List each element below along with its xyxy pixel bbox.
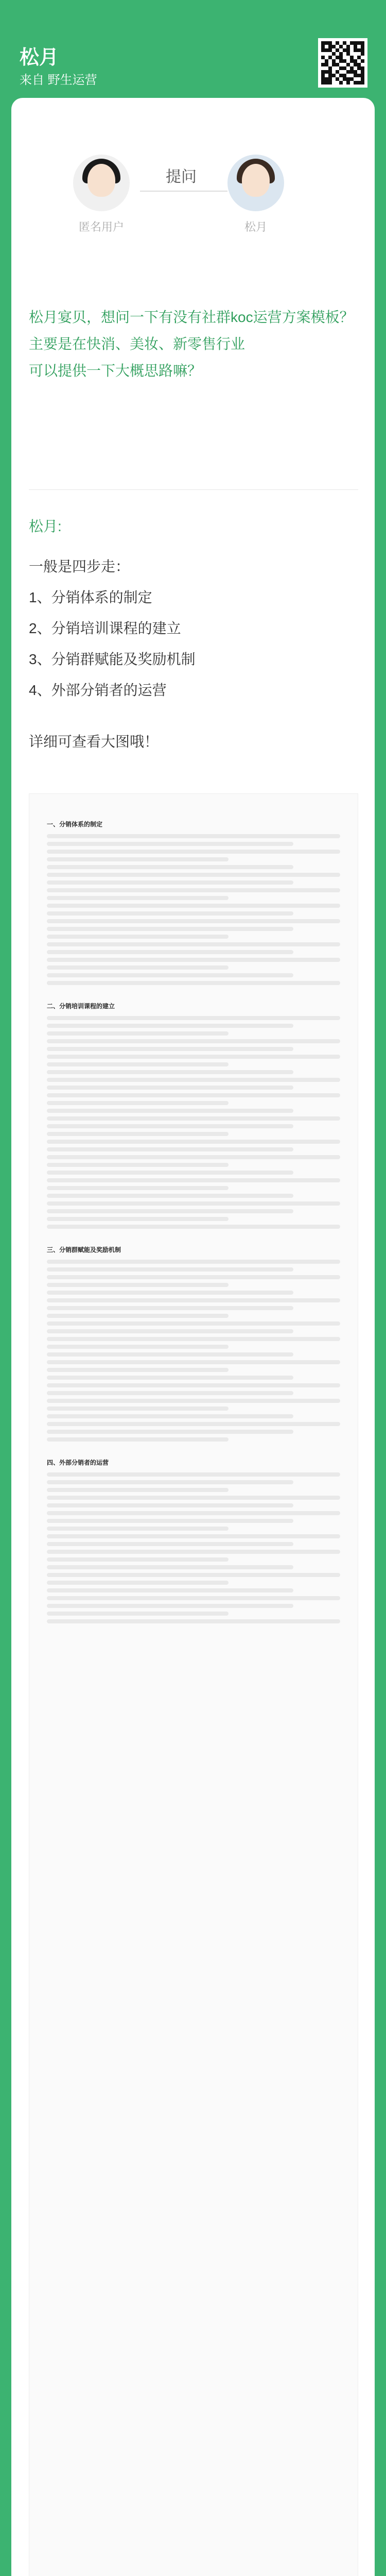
doc-section-title: 一、分销体系的制定: [47, 821, 103, 828]
answer-line: 2、分销培训课程的建立: [29, 620, 181, 636]
answer-line: 详细可查看大图哦！: [29, 734, 159, 750]
divider: [140, 191, 227, 192]
divider: [29, 489, 358, 490]
attached-document-image[interactable]: [29, 793, 358, 2576]
answer-author: 松月:: [29, 518, 62, 534]
asker-name: 匿名用户: [78, 221, 124, 233]
author-title: 松月: [20, 47, 59, 69]
qa-participants: [11, 98, 375, 294]
page-header: [0, 0, 386, 98]
avatar: [227, 155, 284, 211]
answer-line: 3、分销群赋能及奖励机制: [29, 651, 196, 667]
doc-section-title: 二、分销培训课程的建立: [47, 1003, 115, 1010]
doc-section-title: 三、分销群赋能及奖励机制: [47, 1246, 121, 1253]
qa-card: [11, 98, 375, 2576]
avatar: [73, 155, 130, 211]
asker: [73, 155, 130, 234]
doc-section-title: 四、外部分销者的运营: [47, 1459, 109, 1466]
ask-label: 提问: [166, 168, 197, 185]
answer-line: 4、外部分销者的运营: [29, 682, 167, 698]
answer-line: 1、分销体系的制定: [29, 589, 152, 605]
source-label: 来自 野生运营: [20, 73, 97, 87]
question-text: 松月宴贝，想问一下有没有社群koc运营方案模板？主要是在快消、美妆、新零售行业 可以提供一下大概思路嘛？: [29, 309, 354, 379]
answerer: [227, 155, 284, 234]
answerer-name: 松月: [244, 221, 267, 233]
answer-line: 一般是四步走：: [29, 558, 130, 574]
qr-code-icon[interactable]: [318, 38, 367, 88]
answer-text: [29, 551, 358, 757]
